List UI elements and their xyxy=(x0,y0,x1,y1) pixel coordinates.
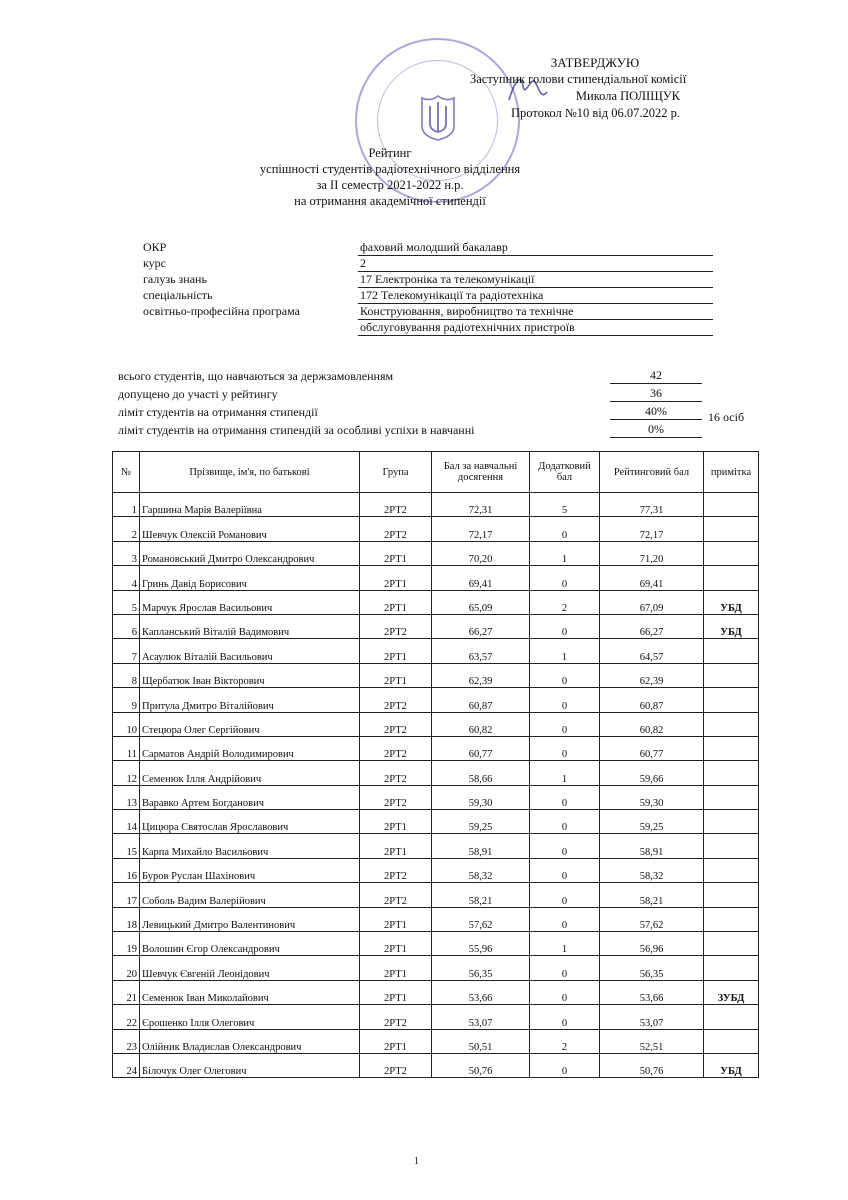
summary-label: ліміт студентів на отримання стипендій за особливі успіхи в навчанні xyxy=(118,423,475,437)
cell-name: Семенюк Ілля Андрійович xyxy=(140,761,360,785)
cell-number: 10 xyxy=(113,712,140,736)
cell-note xyxy=(704,834,759,858)
cell-score: 59,30 xyxy=(432,785,530,809)
rating-table xyxy=(112,451,759,1078)
cell-score: 60,77 xyxy=(432,736,530,760)
cell-number: 13 xyxy=(113,785,140,809)
cell-total: 66,27 xyxy=(600,614,704,638)
summary-value: 42 xyxy=(610,368,702,384)
cell-score: 58,66 xyxy=(432,761,530,785)
cell-name: Марчук Ярослав Васильович xyxy=(140,590,360,614)
info-row xyxy=(143,320,713,336)
col-header-bonus: Додатковий бал xyxy=(530,452,600,493)
cell-number: 3 xyxy=(113,541,140,565)
cell-number: 11 xyxy=(113,736,140,760)
approval-protocol: Протокол №10 від 06.07.2022 р. xyxy=(511,106,680,120)
cell-name: Єрошенко Ілля Олегович xyxy=(140,1005,360,1029)
cell-note xyxy=(704,1005,759,1029)
cell-score: 60,87 xyxy=(432,688,530,712)
cell-bonus: 0 xyxy=(530,1053,600,1077)
info-row xyxy=(143,304,713,320)
cell-name: Волошин Єгор Олександрович xyxy=(140,932,360,956)
cell-score: 50,51 xyxy=(432,1029,530,1053)
cell-total: 67,09 xyxy=(600,590,704,614)
col-header-group: Група xyxy=(360,452,432,493)
cell-note xyxy=(704,566,759,590)
col-header-name: Прізвище, ім'я, по батькові xyxy=(140,452,360,493)
cell-number: 22 xyxy=(113,1005,140,1029)
cell-score: 72,17 xyxy=(432,517,530,541)
cell-total: 50,76 xyxy=(600,1053,704,1077)
cell-name: Буров Руслан Шахінович xyxy=(140,858,360,882)
table-row xyxy=(113,517,759,541)
cell-bonus: 1 xyxy=(530,541,600,565)
table-row xyxy=(113,663,759,687)
cell-score: 55,96 xyxy=(432,932,530,956)
page-number: 1 xyxy=(414,1156,419,1167)
cell-total: 71,20 xyxy=(600,541,704,565)
cell-group: 2РТ1 xyxy=(360,810,432,834)
cell-total: 59,25 xyxy=(600,810,704,834)
info-value: фаховий молодший бакалавр xyxy=(358,240,713,256)
cell-note xyxy=(704,517,759,541)
cell-note xyxy=(704,907,759,931)
cell-number: 2 xyxy=(113,517,140,541)
cell-group: 2РТ2 xyxy=(360,517,432,541)
cell-name: Карпа Михайло Васильович xyxy=(140,834,360,858)
cell-name: Варавко Артем Богданович xyxy=(140,785,360,809)
table-row xyxy=(113,883,759,907)
cell-score: 72,31 xyxy=(432,493,530,517)
summary-label: допущено до участі у рейтингу xyxy=(118,387,278,401)
document-heading xyxy=(200,145,580,209)
cell-note: УБД xyxy=(704,1053,759,1077)
summary-row xyxy=(118,420,758,438)
cell-bonus: 1 xyxy=(530,761,600,785)
cell-name: Білочук Олег Олегович xyxy=(140,1053,360,1077)
info-value: Конструювання, виробництво та технічне xyxy=(358,304,713,320)
table-row xyxy=(113,834,759,858)
cell-score: 57,62 xyxy=(432,907,530,931)
cell-number: 4 xyxy=(113,566,140,590)
cell-note xyxy=(704,883,759,907)
cell-number: 19 xyxy=(113,932,140,956)
cell-bonus: 0 xyxy=(530,688,600,712)
cell-group: 2РТ1 xyxy=(360,566,432,590)
cell-bonus: 0 xyxy=(530,736,600,760)
table-row xyxy=(113,858,759,882)
cell-total: 58,32 xyxy=(600,858,704,882)
info-label: освітньо-професійна програма xyxy=(143,304,300,318)
cell-bonus: 0 xyxy=(530,712,600,736)
cell-note: УБД xyxy=(704,590,759,614)
info-row xyxy=(143,256,713,272)
cell-group: 2РТ1 xyxy=(360,834,432,858)
cell-bonus: 2 xyxy=(530,590,600,614)
cell-total: 53,07 xyxy=(600,1005,704,1029)
summary-note: 16 осіб xyxy=(708,410,745,424)
cell-number: 21 xyxy=(113,980,140,1004)
cell-total: 60,77 xyxy=(600,736,704,760)
cell-note: ЗУБД xyxy=(704,980,759,1004)
cell-bonus: 2 xyxy=(530,1029,600,1053)
cell-number: 6 xyxy=(113,614,140,638)
cell-bonus: 1 xyxy=(530,639,600,663)
info-label: спеціальність xyxy=(143,288,213,302)
cell-number: 15 xyxy=(113,834,140,858)
cell-bonus: 0 xyxy=(530,980,600,1004)
info-value: 172 Телекомунікації та радіотехніка xyxy=(358,288,713,304)
info-label: галузь знань xyxy=(143,272,207,286)
cell-number: 14 xyxy=(113,810,140,834)
summary-row xyxy=(118,366,758,384)
cell-group: 2РТ1 xyxy=(360,1029,432,1053)
cell-bonus: 0 xyxy=(530,907,600,931)
info-row xyxy=(143,272,713,288)
cell-note xyxy=(704,810,759,834)
cell-note xyxy=(704,932,759,956)
cell-total: 59,66 xyxy=(600,761,704,785)
cell-bonus: 0 xyxy=(530,1005,600,1029)
info-value: обслуговування радіотехнічних пристроїв xyxy=(358,320,713,336)
cell-score: 53,07 xyxy=(432,1005,530,1029)
cell-total: 56,35 xyxy=(600,956,704,980)
cell-group: 2РТ1 xyxy=(360,956,432,980)
cell-note xyxy=(704,1029,759,1053)
summary-row xyxy=(118,384,758,402)
table-row xyxy=(113,810,759,834)
cell-bonus: 1 xyxy=(530,932,600,956)
table-row xyxy=(113,1005,759,1029)
cell-total: 77,31 xyxy=(600,493,704,517)
table-header-row xyxy=(113,452,759,493)
cell-total: 60,87 xyxy=(600,688,704,712)
cell-score: 65,09 xyxy=(432,590,530,614)
col-header-total: Рейтинговий бал xyxy=(600,452,704,493)
cell-bonus: 0 xyxy=(530,810,600,834)
info-value: 2 xyxy=(358,256,713,272)
table-row xyxy=(113,1053,759,1077)
cell-total: 64,57 xyxy=(600,639,704,663)
cell-name: Романовський Дмитро Олександрович xyxy=(140,541,360,565)
cell-group: 2РТ2 xyxy=(360,785,432,809)
cell-note xyxy=(704,663,759,687)
info-label: курс xyxy=(143,256,166,270)
table-row xyxy=(113,541,759,565)
cell-name: Гринь Давід Борисович xyxy=(140,566,360,590)
table-row xyxy=(113,614,759,638)
cell-total: 57,62 xyxy=(600,907,704,931)
cell-total: 69,41 xyxy=(600,566,704,590)
cell-number: 17 xyxy=(113,883,140,907)
cell-name: Шевчук Олексій Романович xyxy=(140,517,360,541)
cell-group: 2РТ1 xyxy=(360,980,432,1004)
col-header-note: примітка xyxy=(704,452,759,493)
heading-line: за ІІ семестр 2021-2022 н.р. xyxy=(316,178,464,192)
cell-note xyxy=(704,712,759,736)
approval-block xyxy=(470,54,687,122)
cell-bonus: 0 xyxy=(530,614,600,638)
summary-row xyxy=(118,402,758,424)
cell-total: 62,39 xyxy=(600,663,704,687)
summary-label: ліміт студентів на отримання стипендії xyxy=(118,405,318,419)
cell-note xyxy=(704,858,759,882)
cell-group: 2РТ2 xyxy=(360,1053,432,1077)
cell-bonus: 0 xyxy=(530,566,600,590)
cell-group: 2РТ1 xyxy=(360,541,432,565)
cell-name: Гаршина Марія Валеріївна xyxy=(140,493,360,517)
cell-score: 63,57 xyxy=(432,639,530,663)
trident-emblem-icon xyxy=(418,92,458,142)
table-row xyxy=(113,956,759,980)
table-row xyxy=(113,736,759,760)
table-row xyxy=(113,980,759,1004)
cell-score: 60,82 xyxy=(432,712,530,736)
table-row xyxy=(113,688,759,712)
info-label xyxy=(143,320,358,336)
heading-line: Рейтинг xyxy=(368,146,412,160)
cell-number: 23 xyxy=(113,1029,140,1053)
cell-group: 2РТ2 xyxy=(360,614,432,638)
cell-number: 20 xyxy=(113,956,140,980)
cell-note xyxy=(704,639,759,663)
table-row xyxy=(113,639,759,663)
cell-total: 58,91 xyxy=(600,834,704,858)
col-header-number: № xyxy=(113,452,140,493)
cell-name: Олійник Владислав Олександрович xyxy=(140,1029,360,1053)
cell-name: Семенюк Іван Миколайович xyxy=(140,980,360,1004)
cell-group: 2РТ2 xyxy=(360,493,432,517)
table-row xyxy=(113,566,759,590)
cell-number: 8 xyxy=(113,663,140,687)
cell-total: 59,30 xyxy=(600,785,704,809)
cell-group: 2РТ1 xyxy=(360,663,432,687)
heading-line: успішності студентів радіотехнічного відділення xyxy=(259,162,521,176)
cell-score: 58,91 xyxy=(432,834,530,858)
table-row xyxy=(113,590,759,614)
cell-total: 56,96 xyxy=(600,932,704,956)
table-row xyxy=(113,761,759,785)
cell-name: Стецюра Олег Сергійович xyxy=(140,712,360,736)
cell-note xyxy=(704,956,759,980)
program-info xyxy=(143,240,713,336)
cell-total: 60,82 xyxy=(600,712,704,736)
cell-score: 70,20 xyxy=(432,541,530,565)
cell-name: Асаулюк Віталій Васильович xyxy=(140,639,360,663)
cell-number: 12 xyxy=(113,761,140,785)
cell-group: 2РТ1 xyxy=(360,590,432,614)
table-row xyxy=(113,932,759,956)
cell-score: 62,39 xyxy=(432,663,530,687)
cell-note xyxy=(704,736,759,760)
cell-number: 24 xyxy=(113,1053,140,1077)
cell-group: 2РТ2 xyxy=(360,688,432,712)
info-label: ОКР xyxy=(143,240,167,254)
cell-name: Левицький Дмитро Валентинович xyxy=(140,907,360,931)
cell-bonus: 0 xyxy=(530,834,600,858)
cell-bonus: 0 xyxy=(530,785,600,809)
table-row xyxy=(113,907,759,931)
cell-score: 58,32 xyxy=(432,858,530,882)
cell-bonus: 5 xyxy=(530,493,600,517)
cell-bonus: 0 xyxy=(530,517,600,541)
cell-number: 16 xyxy=(113,858,140,882)
cell-bonus: 0 xyxy=(530,663,600,687)
cell-name: Притула Дмитро Віталійович xyxy=(140,688,360,712)
info-row xyxy=(143,240,713,256)
cell-number: 5 xyxy=(113,590,140,614)
cell-note xyxy=(704,785,759,809)
cell-total: 53,66 xyxy=(600,980,704,1004)
cell-note xyxy=(704,493,759,517)
cell-total: 72,17 xyxy=(600,517,704,541)
heading-line: на отримання академічної стипендії xyxy=(294,194,486,208)
col-header-score: Бал за навчальні досягення xyxy=(432,452,530,493)
cell-number: 1 xyxy=(113,493,140,517)
cell-number: 7 xyxy=(113,639,140,663)
cell-group: 2РТ2 xyxy=(360,883,432,907)
summary-value: 36 xyxy=(610,386,702,402)
info-value: 17 Електроніка та телекомунікації xyxy=(358,272,713,288)
cell-name: Щербатюк Іван Вікторович xyxy=(140,663,360,687)
cell-group: 2РТ2 xyxy=(360,761,432,785)
cell-bonus: 0 xyxy=(530,956,600,980)
cell-score: 56,35 xyxy=(432,956,530,980)
cell-score: 58,21 xyxy=(432,883,530,907)
cell-note xyxy=(704,541,759,565)
cell-score: 66,27 xyxy=(432,614,530,638)
cell-group: 2РТ2 xyxy=(360,858,432,882)
table-row xyxy=(113,493,759,517)
summary-label: всього студентів, що навчаються за держзамовленням xyxy=(118,369,394,383)
cell-score: 53,66 xyxy=(432,980,530,1004)
cell-name: Сарматов Андрій Володимирович xyxy=(140,736,360,760)
cell-bonus: 0 xyxy=(530,858,600,882)
cell-name: Цицюра Святослав Ярославович xyxy=(140,810,360,834)
table-row xyxy=(113,785,759,809)
cell-score: 50,76 xyxy=(432,1053,530,1077)
table-row xyxy=(113,1029,759,1053)
table-row xyxy=(113,712,759,736)
cell-group: 2РТ1 xyxy=(360,907,432,931)
approval-signer: Микола ПОЛІЩУК xyxy=(575,89,680,103)
cell-total: 58,21 xyxy=(600,883,704,907)
cell-group: 2РТ2 xyxy=(360,736,432,760)
approval-title: ЗАТВЕРДЖУЮ xyxy=(550,55,640,70)
cell-name: Капланський Віталій Вадимович xyxy=(140,614,360,638)
cell-score: 69,41 xyxy=(432,566,530,590)
summary-block xyxy=(118,366,758,438)
cell-note: УБД xyxy=(704,614,759,638)
table-body xyxy=(113,493,759,1078)
cell-bonus: 0 xyxy=(530,883,600,907)
cell-group: 2РТ2 xyxy=(360,1005,432,1029)
cell-number: 9 xyxy=(113,688,140,712)
cell-group: 2РТ1 xyxy=(360,932,432,956)
info-row xyxy=(143,288,713,304)
cell-group: 2РТ1 xyxy=(360,639,432,663)
cell-name: Соболь Вадим Валерійович xyxy=(140,883,360,907)
cell-total: 52,51 xyxy=(600,1029,704,1053)
cell-score: 59,25 xyxy=(432,810,530,834)
cell-note xyxy=(704,688,759,712)
summary-value: 0% xyxy=(610,422,702,438)
cell-name: Шевчук Євгеній Леонідович xyxy=(140,956,360,980)
cell-number: 18 xyxy=(113,907,140,931)
summary-value: 40% xyxy=(610,404,702,420)
approval-position: Заступник голови стипендіальної комісії xyxy=(470,72,687,86)
cell-group: 2РТ2 xyxy=(360,712,432,736)
cell-note xyxy=(704,761,759,785)
